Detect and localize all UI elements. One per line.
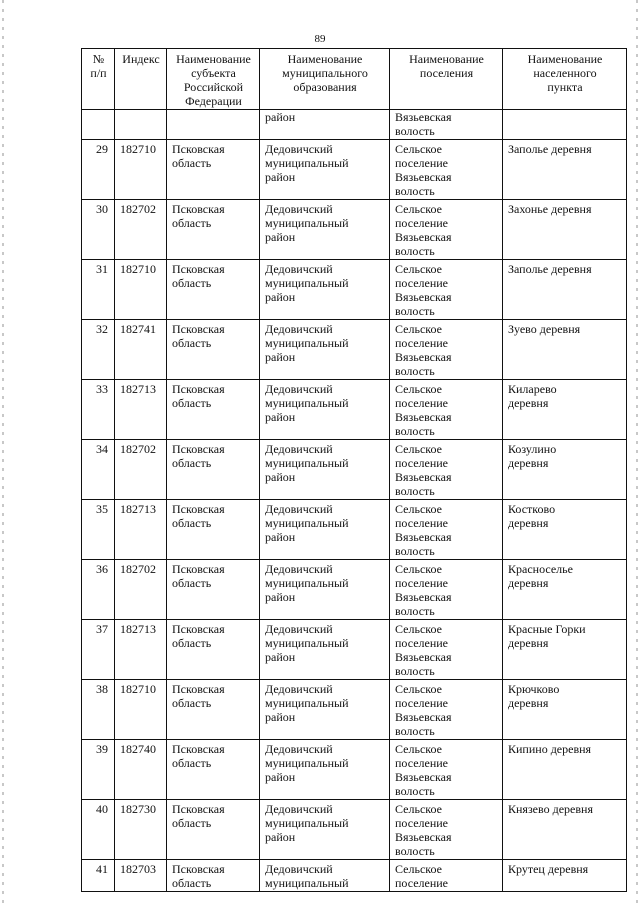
page-number: 89 [314, 33, 326, 45]
cell-locality: Крутец деревня [503, 860, 627, 892]
cell-row-number: 30 [82, 200, 115, 260]
cell-settlement: Сельское поселение Вязьевская волость [390, 200, 503, 260]
table-row [82, 200, 627, 260]
table-row [82, 560, 627, 620]
cell-settlement: Сельское поселение Вязьевская волость [390, 440, 503, 500]
table-row [82, 140, 627, 200]
cell-postal-index: 182741 [115, 320, 167, 380]
cell-municipality: Дедовичский муниципальный район [260, 620, 390, 680]
cont-cell-subject [167, 110, 260, 140]
table-row [82, 620, 627, 680]
cell-settlement: Сельское поселение Вязьевская волость [390, 740, 503, 800]
cell-locality: Красноселье деревня [503, 560, 627, 620]
cell-row-number: 41 [82, 860, 115, 892]
cont-cell-settlement: Вязьевская волость [390, 110, 503, 140]
cell-postal-index: 182710 [115, 260, 167, 320]
cell-municipality: Дедовичский муниципальный район [260, 560, 390, 620]
table-row [82, 260, 627, 320]
cell-federal-subject: Псковская область [167, 380, 260, 440]
cell-federal-subject: Псковская область [167, 860, 260, 892]
cell-settlement: Сельское поселение Вязьевская волость [390, 260, 503, 320]
cell-locality: Козулино деревня [503, 440, 627, 500]
header-locality: Наименование населенного пункта [503, 49, 627, 110]
cell-row-number: 39 [82, 740, 115, 800]
cell-locality: Заполье деревня [503, 260, 627, 320]
cell-municipality: Дедовичский муниципальный район [260, 260, 390, 320]
cell-federal-subject: Псковская область [167, 620, 260, 680]
cell-locality: Князево деревня [503, 800, 627, 860]
cell-settlement: Сельское поселение Вязьевская волость [390, 560, 503, 620]
cell-federal-subject: Псковская область [167, 200, 260, 260]
table-row [82, 500, 627, 560]
cell-postal-index: 182710 [115, 140, 167, 200]
table-row [82, 800, 627, 860]
cell-postal-index: 182740 [115, 740, 167, 800]
cell-municipality: Дедовичский муниципальный район [260, 500, 390, 560]
cont-cell-number [82, 110, 115, 140]
cell-federal-subject: Псковская область [167, 740, 260, 800]
scan-edge-mark [636, 0, 638, 905]
cell-locality: Зуево деревня [503, 320, 627, 380]
scan-edge-mark [2, 0, 4, 905]
cell-federal-subject: Псковская область [167, 560, 260, 620]
table-header-row [82, 49, 627, 110]
cell-settlement: Сельское поселение Вязьевская волость [390, 380, 503, 440]
cont-cell-locality [503, 110, 627, 140]
table-body [82, 110, 627, 892]
cell-row-number: 36 [82, 560, 115, 620]
cell-municipality: Дедовичский муниципальный район [260, 140, 390, 200]
header-settlement: Наименование поселения [390, 49, 503, 110]
cell-postal-index: 182713 [115, 380, 167, 440]
cell-municipality: Дедовичский муниципальный район [260, 740, 390, 800]
table-row [82, 860, 627, 892]
header-municipality: Наименование муниципального образования [260, 49, 390, 110]
table-row [82, 440, 627, 500]
cell-row-number: 35 [82, 500, 115, 560]
cell-federal-subject: Псковская область [167, 260, 260, 320]
cell-federal-subject: Псковская область [167, 680, 260, 740]
cell-postal-index: 182713 [115, 500, 167, 560]
cell-municipality: Дедовичский муниципальный район [260, 680, 390, 740]
cell-settlement: Сельское поселение Вязьевская волость [390, 320, 503, 380]
header-index: Индекс [115, 49, 167, 110]
cell-settlement: Сельское поселение Вязьевская волость [390, 680, 503, 740]
table-row [82, 320, 627, 380]
cell-postal-index: 182702 [115, 560, 167, 620]
header-federal-subject: Наименование субъекта Российской Федерации [167, 49, 260, 110]
cell-postal-index: 182730 [115, 800, 167, 860]
cell-postal-index: 182713 [115, 620, 167, 680]
cell-settlement: Сельское поселение Вязьевская волость [390, 620, 503, 680]
cell-locality: Красные Горки деревня [503, 620, 627, 680]
continuation-row [82, 110, 627, 140]
cell-row-number: 40 [82, 800, 115, 860]
cell-federal-subject: Псковская область [167, 320, 260, 380]
cell-postal-index: 182702 [115, 440, 167, 500]
cell-locality: Кипино деревня [503, 740, 627, 800]
header-number: № п/п [82, 49, 115, 110]
cell-postal-index: 182702 [115, 200, 167, 260]
cell-municipality: Дедовичский муниципальный [260, 860, 390, 892]
cell-row-number: 29 [82, 140, 115, 200]
cell-federal-subject: Псковская область [167, 800, 260, 860]
cell-locality: Костково деревня [503, 500, 627, 560]
cell-postal-index: 182703 [115, 860, 167, 892]
cont-cell-municipality: район [260, 110, 390, 140]
table-row [82, 740, 627, 800]
cell-settlement: Сельское поселение Вязьевская волость [390, 800, 503, 860]
cell-locality: Крючково деревня [503, 680, 627, 740]
table-row [82, 680, 627, 740]
cell-row-number: 37 [82, 620, 115, 680]
cell-municipality: Дедовичский муниципальный район [260, 320, 390, 380]
cell-row-number: 31 [82, 260, 115, 320]
cell-municipality: Дедовичский муниципальный район [260, 800, 390, 860]
cell-municipality: Дедовичский муниципальный район [260, 380, 390, 440]
cell-municipality: Дедовичский муниципальный район [260, 440, 390, 500]
cell-row-number: 33 [82, 380, 115, 440]
cell-municipality: Дедовичский муниципальный район [260, 200, 390, 260]
cell-locality: Заполье деревня [503, 140, 627, 200]
cell-postal-index: 182710 [115, 680, 167, 740]
cell-settlement: Сельское поселение [390, 860, 503, 892]
table-row [82, 380, 627, 440]
cell-settlement: Сельское поселение Вязьевская волость [390, 140, 503, 200]
cell-locality: Захонье деревня [503, 200, 627, 260]
cell-settlement: Сельское поселение Вязьевская волость [390, 500, 503, 560]
cell-row-number: 34 [82, 440, 115, 500]
cell-federal-subject: Псковская область [167, 440, 260, 500]
cell-row-number: 38 [82, 680, 115, 740]
cell-row-number: 32 [82, 320, 115, 380]
cont-cell-index [115, 110, 167, 140]
cell-federal-subject: Псковская область [167, 140, 260, 200]
cell-federal-subject: Псковская область [167, 500, 260, 560]
settlements-table [81, 48, 627, 892]
cell-locality: Киларево деревня [503, 380, 627, 440]
